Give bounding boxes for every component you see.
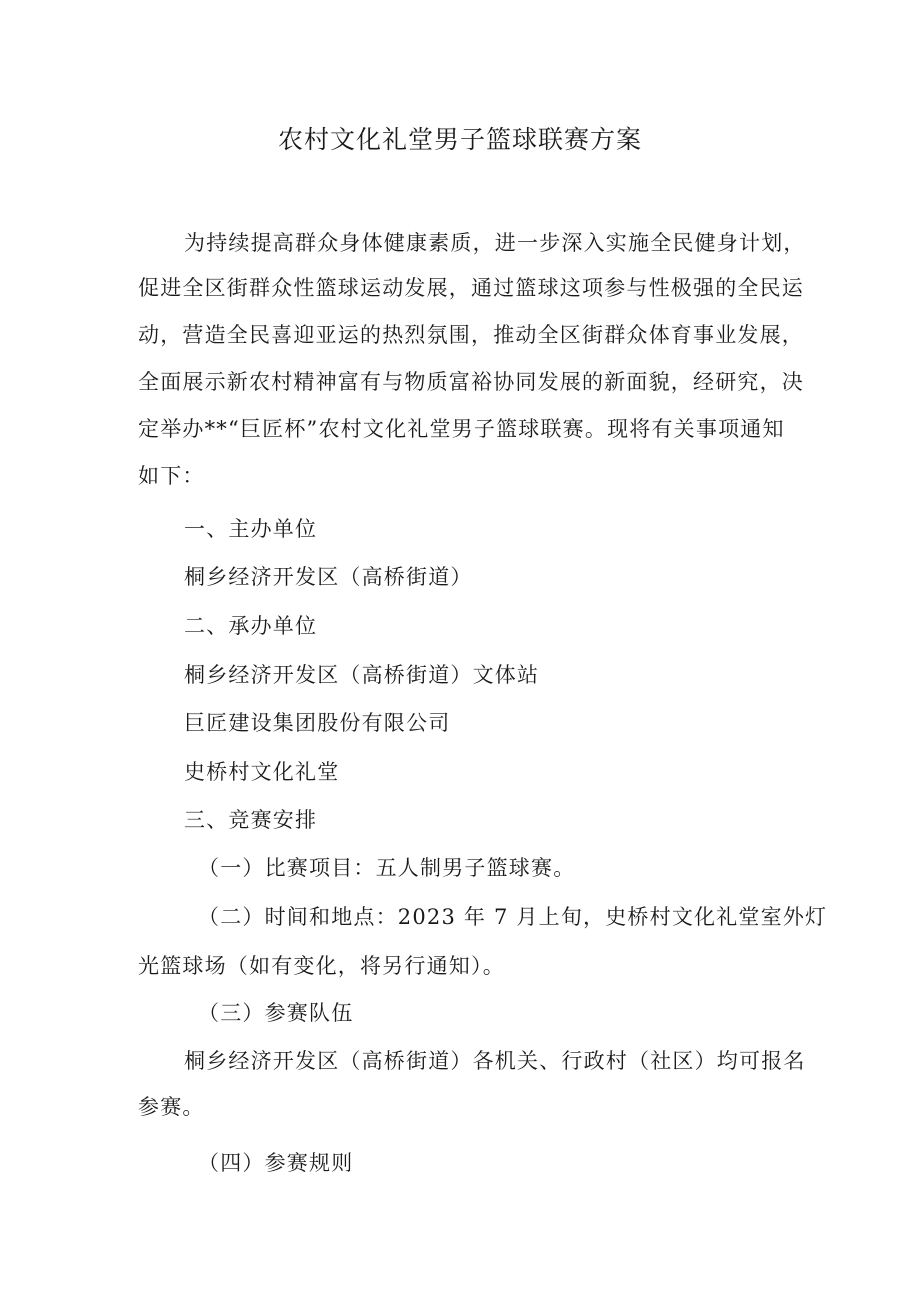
co-organizer-item: 桐乡经济开发区（高桥街道）文体站: [184, 663, 540, 687]
co-organizer-item: 史桥村文化礼堂: [184, 760, 340, 784]
intro-line: 如下：: [138, 464, 205, 488]
section-heading-organizer: 一、主办单位: [184, 517, 318, 541]
teams-line: 参赛。: [138, 1095, 205, 1119]
intro-line: 全面展示新农村精神富有与物质富裕协同发展的新面貌，经研究，决: [138, 370, 804, 394]
teams-heading: （三）参赛队伍: [198, 1001, 354, 1025]
time-place-line: （二）时间和地点：2023 年 7 月上旬，史桥村文化礼堂室外灯: [198, 905, 828, 929]
time-place-line: 光篮球场（如有变化，将另行通知）。: [138, 954, 505, 978]
rules-heading: （四）参赛规则: [198, 1151, 354, 1175]
section-heading-co-organizer: 二、承办单位: [184, 614, 318, 638]
intro-line: 为持续提高群众身体健康素质，进一步深入实施全民健身计划，: [184, 231, 806, 255]
intro-line: 动，营造全民喜迎亚运的热烈氛围，推动全区街群众体育事业发展，: [138, 323, 804, 347]
co-organizer-item: 巨匠建设集团股份有限公司: [184, 711, 451, 735]
event-item: （一）比赛项目：五人制男子篮球赛。: [198, 856, 576, 880]
teams-line: 桐乡经济开发区（高桥街道）各机关、行政村（社区）均可报名: [184, 1049, 806, 1073]
organizer-item: 桐乡经济开发区（高桥街道）: [184, 565, 473, 589]
section-heading-competition: 三、竞赛安排: [184, 808, 318, 832]
document-title: 农村文化礼堂男子篮球联赛方案: [277, 125, 642, 154]
intro-line: 定举办**“巨匠杯”农村文化礼堂男子篮球联赛。现将有关事项通知: [138, 417, 785, 441]
intro-line: 促进全区街群众性篮球运动发展，通过篮球这项参与性极强的全民运: [138, 276, 804, 300]
